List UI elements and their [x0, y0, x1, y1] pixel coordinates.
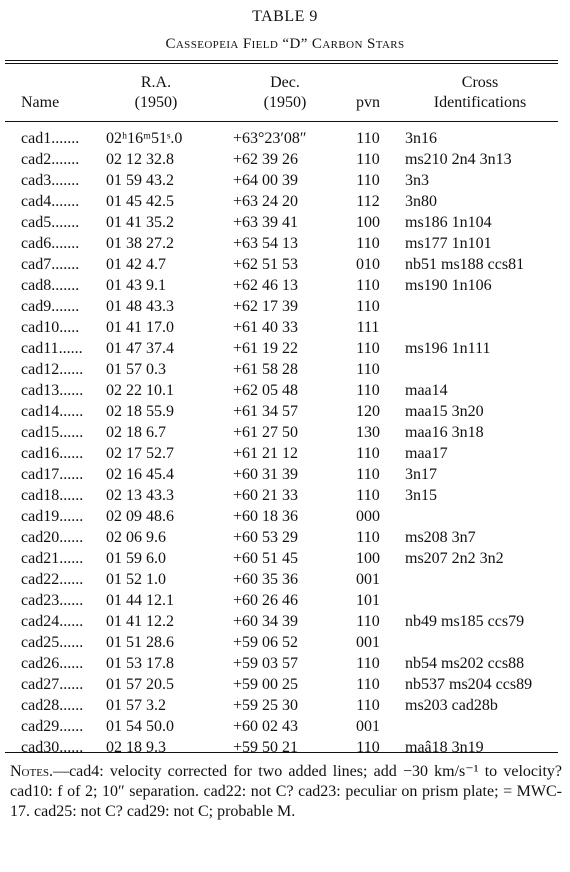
cell-dec: +60 34 39 [233, 613, 299, 630]
cell-dec: +60 31 39 [233, 466, 299, 483]
table-row [0, 506, 570, 527]
cell-pvn: 101 [356, 592, 380, 609]
cell-pvn: 110 [356, 361, 380, 378]
cell-name: cad24...... [21, 613, 84, 630]
cell-dec: +60 51 45 [233, 550, 299, 567]
cell-dec: +61 19 22 [233, 340, 299, 357]
cell-pvn: 110 [356, 382, 380, 399]
header-ra-line2: (1950) [134, 94, 178, 111]
cell-dec: +61 40 33 [233, 319, 299, 336]
cell-dec: +62 51 53 [233, 256, 299, 273]
table-title: TABLE 9 [252, 8, 318, 25]
table-notes [10, 762, 562, 822]
cell-ra: 01 47 37.4 [106, 340, 174, 357]
cell-pvn: 120 [356, 403, 380, 420]
cell-dec: +64 00 39 [233, 172, 299, 189]
cell-name: cad20...... [21, 529, 84, 546]
cell-ra: 01 41 17.0 [106, 319, 174, 336]
cell-name: cad26...... [21, 655, 84, 672]
cell-dec: +62 39 26 [233, 151, 299, 168]
cell-dec: +59 03 57 [233, 655, 299, 672]
cell-name: cad27...... [21, 676, 84, 693]
cell-name: cad16...... [21, 445, 84, 462]
cell-name: cad12...... [21, 361, 84, 378]
table-row [0, 296, 570, 317]
cell-dec: +59 25 30 [233, 697, 299, 714]
cell-ra: 02 16 45.4 [106, 466, 174, 483]
table-row [0, 716, 570, 737]
cell-cross-id: ms210 2n4 3n13 [405, 151, 512, 168]
table-row [0, 233, 570, 254]
header-dec-line1: Dec. [270, 74, 300, 91]
cell-cross-id: maa14 [405, 382, 448, 399]
table-row [0, 338, 570, 359]
cell-name: cad9....... [21, 298, 80, 315]
cell-cross-id: ms196 1n111 [405, 340, 491, 357]
top-rule-lower [5, 63, 558, 64]
cell-cross-id: ms208 3n7 [405, 529, 476, 546]
cell-cross-id: ms190 1n106 [405, 277, 492, 294]
cell-pvn: 110 [356, 697, 380, 714]
cell-name: cad8....... [21, 277, 80, 294]
table-row [0, 674, 570, 695]
table-row [0, 548, 570, 569]
cell-dec: +60 53 29 [233, 529, 299, 546]
table-row [0, 380, 570, 401]
cell-ra: 02 18 55.9 [106, 403, 174, 420]
cell-dec: +63 39 41 [233, 214, 299, 231]
cell-cross-id: ms186 1n104 [405, 214, 492, 231]
table-row [0, 212, 570, 233]
table-row [0, 149, 570, 170]
cell-name: cad14...... [21, 403, 84, 420]
cell-cross-id: maa16 3n18 [405, 424, 484, 441]
cell-ra: 01 59 43.2 [106, 172, 174, 189]
cell-cross-id: nb54 ms202 ccs88 [405, 655, 525, 672]
table-row [0, 317, 570, 338]
cell-dec: +62 17 39 [233, 298, 299, 315]
cell-pvn: 000 [356, 508, 380, 525]
cell-pvn: 100 [356, 214, 380, 231]
bottom-rule [5, 752, 558, 753]
table-row [0, 422, 570, 443]
cell-name: cad7....... [21, 256, 80, 273]
cell-name: cad2....... [21, 151, 80, 168]
table-row [0, 359, 570, 380]
cell-name: cad10..... [21, 319, 80, 336]
cell-dec: +62 46 13 [233, 277, 299, 294]
cell-ra: 01 41 12.2 [106, 613, 174, 630]
table-row [0, 443, 570, 464]
cell-cross-id: 3n15 [405, 487, 437, 504]
cell-ra: 01 45 42.5 [106, 193, 174, 210]
cell-ra: 01 53 17.8 [106, 655, 174, 672]
table-row [0, 485, 570, 506]
cell-dec: +59 50 21 [233, 739, 299, 756]
cell-pvn: 110 [356, 655, 380, 672]
cell-cross-id: 3n3 [405, 172, 429, 189]
cell-name: cad29...... [21, 718, 84, 735]
notes-text: —cad4: velocity corrected for two added lines; add −30 km/s⁻¹ to velocity? cad10: f of 2; 10″ separation. cad22: not C? cad23: peculiar on prism plate; = MWC-17. cad25: not C? cad29: not C; probable M. [10, 763, 562, 820]
cell-ra: 01 43 9.1 [106, 277, 166, 294]
cell-cross-id: ms207 2n2 3n2 [405, 550, 504, 567]
table-row [0, 590, 570, 611]
cell-ra: 01 57 0.3 [106, 361, 166, 378]
header-cross-line1: Cross [461, 74, 499, 91]
cell-name: cad23...... [21, 592, 84, 609]
cell-cross-id: nb537 ms204 ccs89 [405, 676, 533, 693]
table-row [0, 464, 570, 485]
cell-dec: +60 21 33 [233, 487, 299, 504]
cell-pvn: 001 [356, 718, 380, 735]
cell-name: cad15...... [21, 424, 84, 441]
cell-dec: +63 24 20 [233, 193, 299, 210]
cell-name: cad22...... [21, 571, 84, 588]
cell-cross-id: 3n80 [405, 193, 437, 210]
cell-pvn: 110 [356, 130, 380, 147]
notes-lead: Notes. [10, 763, 54, 780]
cell-ra: 02 13 43.3 [106, 487, 174, 504]
cell-pvn: 001 [356, 571, 380, 588]
cell-dec: +62 05 48 [233, 382, 299, 399]
cell-ra: 02 18 6.7 [106, 424, 166, 441]
cell-pvn: 110 [356, 277, 380, 294]
cell-dec: +60 18 36 [233, 508, 299, 525]
cell-ra: 02 17 52.7 [106, 445, 174, 462]
cell-dec: +61 58 28 [233, 361, 299, 378]
table-row [0, 611, 570, 632]
cell-dec: +61 34 57 [233, 403, 299, 420]
cell-name: cad21...... [21, 550, 84, 567]
cell-pvn: 110 [356, 613, 380, 630]
cell-name: cad1....... [21, 130, 80, 147]
cell-cross-id: maâ18 3n19 [405, 739, 484, 756]
cell-name: cad4....... [21, 193, 80, 210]
cell-pvn: 100 [356, 550, 380, 567]
top-rule-upper [5, 60, 558, 61]
header-dec-line2: (1950) [263, 94, 307, 111]
cell-ra: 01 38 27.2 [106, 235, 174, 252]
table-row [0, 569, 570, 590]
table-subtitle: Casseopeia Field “D” Carbon Stars [165, 36, 405, 52]
cell-cross-id: maa17 [405, 445, 448, 462]
cell-ra: 02 22 10.1 [106, 382, 174, 399]
cell-ra: 01 59 6.0 [106, 550, 166, 567]
cell-pvn: 110 [356, 466, 380, 483]
cell-name: cad30...... [21, 739, 84, 756]
cell-ra: 02 12 32.8 [106, 151, 174, 168]
cell-dec: +60 35 36 [233, 571, 299, 588]
cell-name: cad17...... [21, 466, 84, 483]
cell-cross-id: nb49 ms185 ccs79 [405, 613, 525, 630]
cell-dec: +61 21 12 [233, 445, 299, 462]
cell-name: cad11...... [21, 340, 83, 357]
cell-name: cad25...... [21, 634, 84, 651]
table-row [0, 737, 570, 758]
cell-pvn: 110 [356, 529, 380, 546]
cell-cross-id: ms203 cad28b [405, 697, 498, 714]
cell-cross-id: ms177 1n101 [405, 235, 492, 252]
table-row [0, 527, 570, 548]
cell-name: cad5....... [21, 214, 80, 231]
cell-pvn: 110 [356, 739, 380, 756]
cell-ra: 01 54 50.0 [106, 718, 174, 735]
cell-ra: 02ʰ16ᵐ51ˢ.0 [106, 130, 183, 147]
table-row [0, 632, 570, 653]
cell-pvn: 110 [356, 487, 380, 504]
cell-name: cad6....... [21, 235, 80, 252]
cell-dec: +59 06 52 [233, 634, 299, 651]
cell-dec: +61 27 50 [233, 424, 299, 441]
cell-ra: 01 41 35.2 [106, 214, 174, 231]
header-cross-line2: Identifications [433, 94, 527, 111]
cell-name: cad18...... [21, 487, 84, 504]
cell-pvn: 112 [356, 193, 380, 210]
table-row [0, 128, 570, 149]
table-row [0, 275, 570, 296]
cell-pvn: 110 [356, 235, 380, 252]
cell-dec: +60 26 46 [233, 592, 299, 609]
header-rule [5, 121, 558, 122]
cell-ra: 01 48 43.3 [106, 298, 174, 315]
cell-ra: 02 09 48.6 [106, 508, 174, 525]
cell-pvn: 110 [356, 172, 380, 189]
header-name: Name [21, 94, 60, 111]
cell-cross-id: 3n16 [405, 130, 437, 147]
cell-ra: 02 06 9.6 [106, 529, 166, 546]
table-row [0, 254, 570, 275]
cell-pvn: 110 [356, 676, 380, 693]
cell-dec: +59 00 25 [233, 676, 299, 693]
cell-cross-id: maa15 3n20 [405, 403, 484, 420]
cell-name: cad3....... [21, 172, 80, 189]
cell-dec: +60 02 43 [233, 718, 299, 735]
cell-cross-id: nb51 ms188 ccs81 [405, 256, 525, 273]
cell-pvn: 110 [356, 151, 380, 168]
table-row [0, 695, 570, 716]
cell-ra: 01 44 12.1 [106, 592, 174, 609]
cell-ra: 01 52 1.0 [106, 571, 166, 588]
cell-pvn: 010 [356, 256, 380, 273]
table-row [0, 401, 570, 422]
cell-name: cad19...... [21, 508, 84, 525]
table-row [0, 170, 570, 191]
cell-dec: +63°23′08″ [233, 130, 307, 147]
cell-pvn: 110 [356, 445, 380, 462]
table-row [0, 191, 570, 212]
cell-name: cad28...... [21, 697, 84, 714]
header-ra-line1: R.A. [140, 74, 172, 91]
cell-pvn: 110 [356, 340, 380, 357]
cell-ra: 01 42 4.7 [106, 256, 166, 273]
cell-cross-id: 3n17 [405, 466, 437, 483]
cell-pvn: 111 [356, 319, 380, 336]
cell-pvn: 110 [356, 298, 380, 315]
cell-ra: 02 18 9.3 [106, 739, 166, 756]
cell-pvn: 130 [356, 424, 380, 441]
cell-ra: 01 57 20.5 [106, 676, 174, 693]
cell-name: cad13...... [21, 382, 84, 399]
cell-dec: +63 54 13 [233, 235, 299, 252]
table-row [0, 653, 570, 674]
cell-ra: 01 57 3.2 [106, 697, 166, 714]
cell-pvn: 001 [356, 634, 380, 651]
header-pvn: pvn [356, 94, 380, 111]
cell-ra: 01 51 28.6 [106, 634, 174, 651]
